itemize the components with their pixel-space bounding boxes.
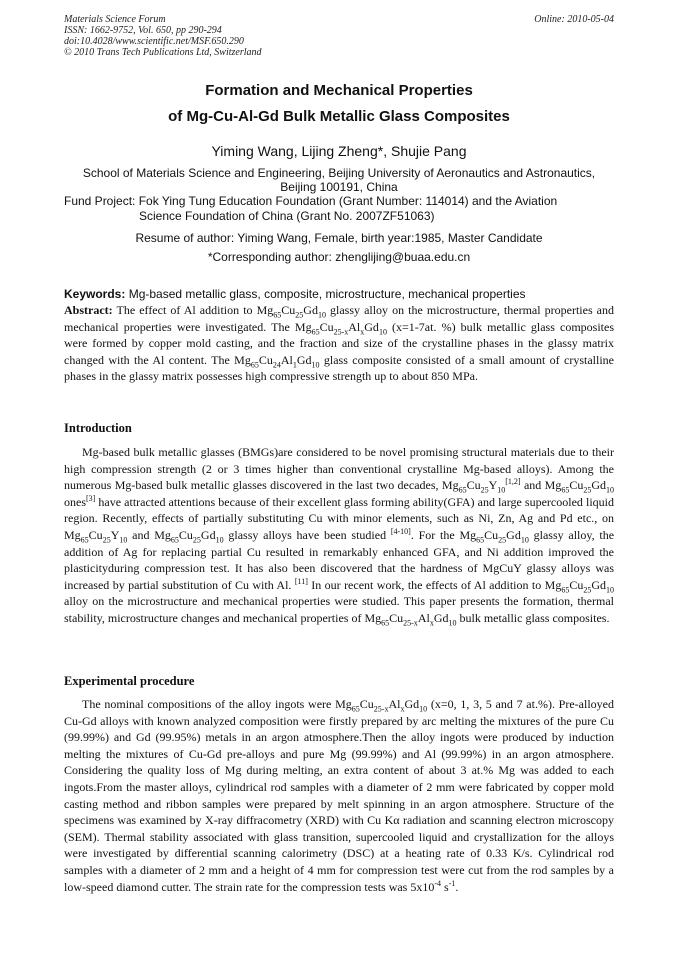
online-date: Online: 2010-05-04	[534, 14, 614, 25]
fund-line2: Science Foundation of China (Grant No. 2007ZF51063)	[139, 209, 435, 223]
introduction-text: Mg-based bulk metallic glasses (BMGs)are considered to be novel promising structural materials due to their high compression strength (2 or 3 times higher than conventional crystalline Mg-based alloys). Among the numerous Mg-based bulk metallic glasses discovered in the last two decades, $Mg_{65}Cu_{25}Y_{10}[1,2]$ and $Mg_{65}Cu_{25}Gd_{10}$ ones[3] have attracted attentions because of their excellent glass forming ability(GFA) and large supercooled liquid region. Recently, effects of partially substituting Cu with minor elements, such as Ni, Zn, Ag and Pd etc., on $Mg_{65}Cu_{25}Y_{10}$ and $Mg_{65}Cu_{25}Gd_{10}$ glassy alloys have been studied [4-10]. For the $Mg_{65}Cu_{25}Gd_{10}$ glassy alloy, the addition of Ag for replacing partial Cu resulted in remarkably enhanced GFA, and Ni addition improved the plasticityduring compression test. It has also been discovered that the hardness of MgCuY glassy alloys was increased by partial substitution of Cu with Al. [11] In our recent work, the effects of Al addition to $Mg_{65}Cu_{25}Gd_{10}$ alloy on the microstructure and mechanical properties were studied. This paper presents the formation, thermal stability, microstructure changes and mechanical properties of $Mg_{65}Cu_{25-x}Al_xGd_{10}$ bulk metallic glass composites.	[64, 445, 615, 628]
keywords	[64, 287, 526, 302]
keywords-label: Keywords:	[64, 287, 126, 301]
author-list: Yiming Wang, Lijing Zheng*, Shujie Pang	[211, 143, 467, 159]
author-resume: Resume of author: Yiming Wang, Female, birth year:1985, Master Candidate	[135, 231, 543, 245]
journal-header	[64, 14, 262, 58]
paper-title-line2: of Mg-Cu-Al-Gd Bulk Metallic Glass Composites	[168, 108, 510, 125]
experimental-text: The nominal compositions of the alloy ingots were $Mg_{65}Cu_{25-x}Al_xGd_{10}$ (x=0, 1, 3, 5 and 7 at.%). Pre-alloyed Cu-Gd alloys with known analyzed composition were firstly prepared by arc melting the mixtures of the pure Cu (99.99%) and Gd (99.95%) metals in an argon atmosphere.Then the alloy ingots were produced by induction melting the mixtures of Cu-Gd pre-alloys and pure Mg (99.99%) and Al (99.99%) in an argon atmosphere. Considering the quality loss of Mg during melting, an extra content of about 3 at.% Mg was added to each ingots.From the master alloys, cylindrical rod samples with a diameter of 2 mm were fabricated by copper mold casting method and ribbon samples were prepared by melt spinning in an argon atmosphere. Structure of the specimens was examined by X-ray diffracometry (XRD) with Cu Kα radiation and scanning electron microscopy (SEM). Thermal stability associated with glass transition, supercooled liquid and crystallization for the alloys were investigated by differential scanning calorimetry (DSC) at a heating rate of 0.33 K/s. Cylindrical rod samples with a diameter of 2 mm and a height of 4 mm for compression test were cut from the rod samples by a low-speed diamond cutter. The strain rate for the compression tests was $5x10^{-4}$ $s^{-1}$.	[64, 697, 614, 894]
affiliation-line2: Beijing 100191, China	[280, 180, 398, 194]
affiliation-line1: School of Materials Science and Engineering, Beijing University of Aeronautics and Astronautics,	[82, 166, 596, 180]
section-heading-introduction: Introduction	[64, 421, 132, 435]
abstract: Abstract: The effect of Al addition to $Mg_{65}Cu_{25}Gd_{10}$ glassy alloy on the microstructure, thermal properties and mechanical properties were investigated. The $Mg_{65}Cu_{25-x}Al_xGd_{10}$ (x=1-7at. %) bulk metallic glass composites were formed by copper mold casting, and the fraction and size of the crystalline phases in the glassy matrix changed with the Al content. The $Mg_{65}Cu_{24}Al_1Gd_{10}$ glass composite consisted of a small amount of crystalline phases in the glassy matrix possesses high compressive strength up to about 850 MPa.	[64, 303, 614, 384]
journal-copyright: © 2010 Trans Tech Publications Ltd, Switzerland	[64, 47, 262, 58]
paper-title-line1: Formation and Mechanical Properties	[205, 82, 473, 99]
journal-doi: doi:10.4028/www.scientific.net/MSF.650.290	[64, 36, 244, 47]
journal-name: Materials Science Forum	[64, 14, 166, 25]
section-heading-experimental: Experimental procedure	[64, 674, 195, 688]
abstract-label: Abstract:	[64, 303, 113, 317]
fund-line1: Fund Project: Fok Ying Tung Education Foundation (Grant Number: 114014) and the Aviation	[64, 194, 558, 208]
corresponding-author: *Corresponding author: zhenglijing@buaa.edu.cn	[207, 250, 471, 264]
fund-project	[64, 194, 620, 224]
journal-issn: ISSN: 1662-9752, Vol. 650, pp 290-294	[64, 25, 222, 36]
keywords-text: Mg-based metallic glass, composite, microstructure, mechanical properties	[128, 287, 526, 301]
